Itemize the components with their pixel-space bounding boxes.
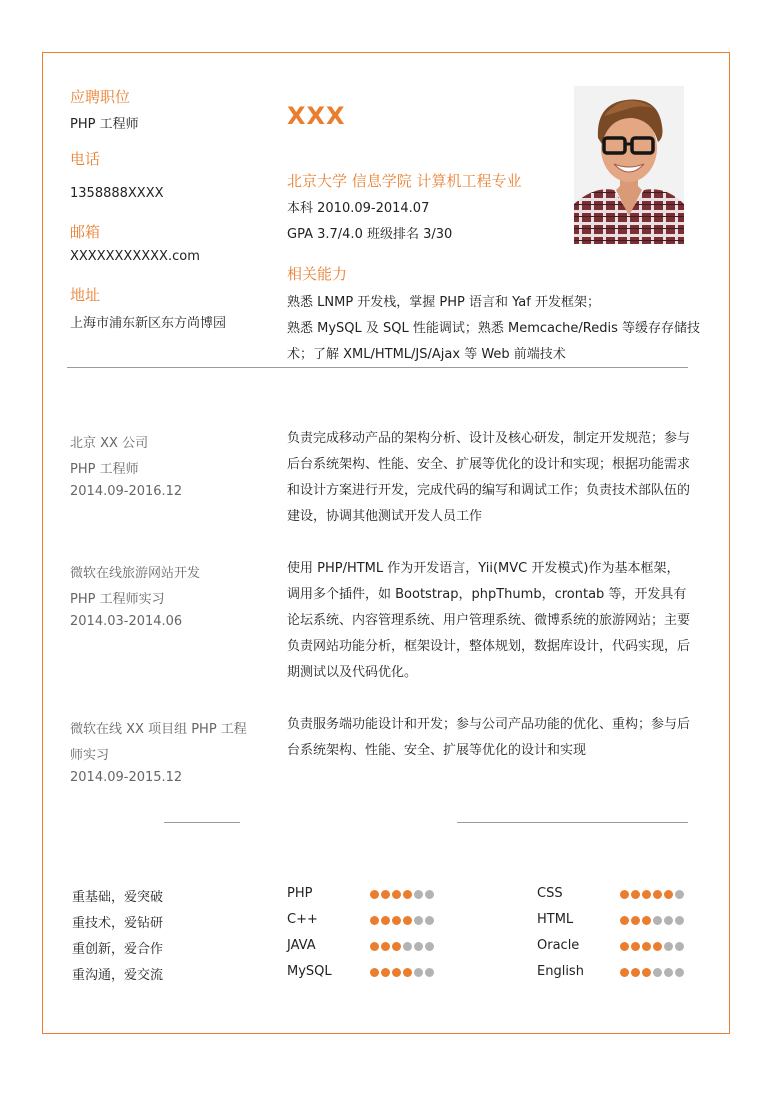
candidate-name: XXX	[287, 102, 346, 130]
rating-dot-filled	[370, 890, 379, 899]
education-gpa: GPA 3.7/4.0 班级排名 3/30	[287, 227, 453, 242]
rating-dot-empty	[425, 942, 434, 951]
experience-2-description: 使用 PHP/HTML 作为开发语言，Yii(MVC 开发模式)作为基本框架，调用多个插件，如 Bootstrap，phpThumb，crontab 等，开发具有论坛系统、内容管理系统、用户管理系统、微博系统的旅游网站；主要负责网站功能分析，框架设计，整体规划，数据库设计，代码实现，后期测试以及代码优化。	[287, 561, 691, 680]
experience-1-line: 北京 XX 公司	[70, 436, 149, 451]
rating-dot-empty	[664, 916, 673, 925]
experience-1-line: PHP 工程师	[70, 462, 139, 477]
rating-dot-filled	[392, 916, 401, 925]
rating-dot-empty	[425, 968, 434, 977]
rating-dot-filled	[381, 916, 390, 925]
rating-dot-filled	[631, 968, 640, 977]
email-label: 邮箱	[70, 223, 101, 241]
skill-name-java: JAVA	[287, 938, 316, 953]
rating-dot-empty	[414, 968, 423, 977]
rating-dot-filled	[370, 968, 379, 977]
position-value: PHP 工程师	[70, 117, 139, 132]
experience-2-line: 2014.03-2014.06	[70, 614, 183, 629]
experience-3-line: 微软在线 XX 项目组 PHP 工程	[70, 722, 247, 737]
skill-name-html: HTML	[537, 912, 574, 927]
rating-dot-empty	[664, 968, 673, 977]
rating-dot-empty	[675, 916, 684, 925]
rating-dot-empty	[414, 890, 423, 899]
rating-dot-filled	[642, 890, 651, 899]
rating-dot-filled	[631, 916, 640, 925]
skills-line: 熟悉 MySQL 及 SQL 性能调试；熟悉 Memcache/Redis 等缓存存储技	[287, 321, 700, 336]
skills-line: 熟悉 LNMP 开发栈，掌握 PHP 语言和 Yaf 开发框架；	[287, 295, 600, 310]
skills-line: 术；了解 XML/HTML/JS/Ajax 等 Web 前端技术	[287, 347, 566, 362]
experience-1-line: 2014.09-2016.12	[70, 484, 183, 499]
rating-dot-empty	[414, 916, 423, 925]
rating-dot-empty	[403, 942, 412, 951]
experience-2-line: PHP 工程师实习	[70, 592, 165, 607]
phone-label: 电话	[70, 150, 101, 168]
rating-dot-empty	[653, 968, 662, 977]
address-label: 地址	[70, 286, 101, 304]
rating-dot-empty	[425, 916, 434, 925]
experience-3-description: 负责服务端功能设计和开发；参与公司产品功能的优化、重构；参与后台系统架构、性能、安全、扩展等优化的设计和实现	[287, 717, 691, 758]
rating-dot-filled	[620, 890, 629, 899]
experience-1-description: 负责完成移动产品的架构分析、设计及核心研发，制定开发规范；参与后台系统架构、性能、安全、扩展等优化的设计和实现；根据功能需求和设计方案进行开发，完成代码的编写和调试工作；负责技术部队伍的建设，协调其他测试开发人员工作	[287, 431, 691, 524]
position-label: 应聘职位	[70, 88, 131, 106]
phone-value: 1358888XXXX	[70, 186, 164, 201]
skill-name-english: English	[537, 964, 584, 979]
skill-name-php: PHP	[287, 886, 313, 901]
education-degree: 本科 2010.09-2014.07	[287, 201, 430, 216]
rating-dot-filled	[620, 942, 629, 951]
skill-rating	[620, 890, 684, 899]
skill-name-cpp: C++	[287, 912, 318, 927]
skill-rating	[620, 942, 684, 951]
rating-dot-filled	[392, 942, 401, 951]
rating-dot-filled	[403, 890, 412, 899]
rating-dot-empty	[675, 942, 684, 951]
experience-3-line: 2014.09-2015.12	[70, 770, 183, 785]
skill-rating	[620, 916, 684, 925]
skill-name-css: CSS	[537, 886, 563, 901]
rating-dot-empty	[664, 942, 673, 951]
motto-item: 重创新，爱合作	[72, 942, 164, 957]
rating-dot-filled	[642, 968, 651, 977]
rating-dot-filled	[381, 890, 390, 899]
rating-dot-empty	[653, 916, 662, 925]
rating-dot-empty	[425, 890, 434, 899]
rating-dot-filled	[642, 916, 651, 925]
skill-rating	[370, 968, 434, 977]
rating-dot-filled	[392, 890, 401, 899]
divider-short	[164, 822, 240, 823]
skill-rating	[370, 916, 434, 925]
rating-dot-filled	[370, 916, 379, 925]
rating-dot-filled	[653, 942, 662, 951]
rating-dot-filled	[392, 968, 401, 977]
email-value: XXXXXXXXXXX.com	[70, 249, 200, 264]
rating-dot-filled	[631, 942, 640, 951]
rating-dot-filled	[370, 942, 379, 951]
education-school: 北京大学 信息学院 计算机工程专业	[287, 172, 522, 190]
motto-item: 重技术，爱钻研	[72, 916, 164, 931]
rating-dot-empty	[675, 968, 684, 977]
divider-long	[457, 822, 688, 823]
skill-name-oracle: Oracle	[537, 938, 580, 953]
skills-title: 相关能力	[287, 265, 348, 283]
rating-dot-filled	[620, 916, 629, 925]
motto-item: 重基础，爱突破	[72, 890, 164, 905]
header-divider	[67, 367, 688, 368]
rating-dot-filled	[403, 916, 412, 925]
address-value: 上海市浦东新区东方尚博园	[70, 316, 227, 331]
experience-3-line: 师实习	[70, 748, 110, 763]
rating-dot-filled	[403, 968, 412, 977]
rating-dot-filled	[381, 968, 390, 977]
profile-photo	[574, 86, 684, 244]
rating-dot-filled	[381, 942, 390, 951]
rating-dot-filled	[653, 890, 662, 899]
rating-dot-empty	[414, 942, 423, 951]
skill-rating	[620, 968, 684, 977]
rating-dot-filled	[620, 968, 629, 977]
skill-rating	[370, 890, 434, 899]
rating-dot-filled	[631, 890, 640, 899]
skill-rating	[370, 942, 434, 951]
rating-dot-empty	[675, 890, 684, 899]
motto-item: 重沟通，爱交流	[72, 968, 164, 983]
rating-dot-filled	[642, 942, 651, 951]
experience-2-line: 微软在线旅游网站开发	[70, 566, 201, 581]
skill-name-mysql: MySQL	[287, 964, 332, 979]
rating-dot-filled	[664, 890, 673, 899]
